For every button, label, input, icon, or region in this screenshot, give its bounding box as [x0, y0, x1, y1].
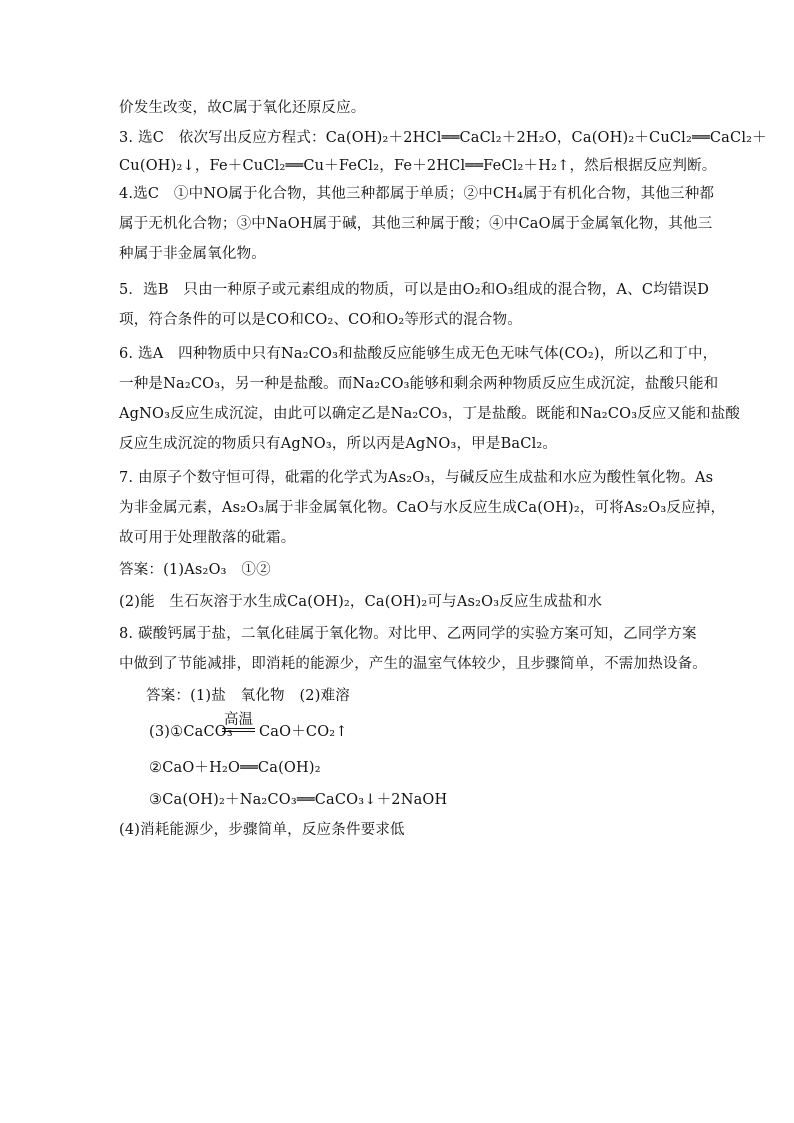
- equation-part: CaO＋CO₂↑: [259, 724, 348, 740]
- text-line: 答案：(1)As₂O₃ ①②: [119, 562, 271, 578]
- answer-line: 答案：(1)盐 氧化物 (2)难溶: [146, 688, 350, 704]
- text-line: 5．选B 只由一种原子或元素组成的物质，可以是由O₂和O₃组成的混合物，A、C均错误D: [119, 282, 710, 298]
- text-line: 8. 碳酸钙属于盐，二氧化硅属于氧化物。对比甲、乙两同学的实验方案可知，乙同学方案: [119, 626, 697, 642]
- text-line: 价发生改变，故C属于氧化还原反应。: [119, 100, 366, 116]
- text-line: 属于无机化合物；③中NaOH属于碱，其他三种属于酸；④中CaO属于金属氧化物，其他三: [119, 216, 713, 232]
- text-line: 为非金属元素，As₂O₃属于非金属氧化物。CaO与水反应生成Ca(OH)₂，可将As₂O₃反应掉，: [119, 500, 726, 516]
- text-line: (4)消耗能源少，步骤简单，反应条件要求低: [119, 822, 405, 838]
- text-line: 4.选C ①中NO属于化合物，其他三种都属于单质；②中CH₄属于有机化合物，其他三种都: [119, 186, 715, 202]
- equation-part: (3)①CaCO₃: [149, 724, 233, 740]
- text-line: 种属于非金属氧化物。: [119, 246, 266, 262]
- text-line: 故可用于处理散落的砒霜。: [119, 530, 296, 546]
- text-line: 3. 选C 依次写出反应方程式：Ca(OH)₂＋2HCl══CaCl₂＋2H₂O，Ca(OH)₂＋CuCl₂══CaCl₂＋: [119, 130, 767, 146]
- text-line: 6. 选A 四种物质中只有Na₂CO₃和盐酸反应能够生成无色无味气体(CO₂)，所以乙和丁中，: [119, 346, 718, 362]
- equation-line: ③Ca(OH)₂＋Na₂CO₃══CaCO₃↓＋2NaOH: [149, 792, 448, 808]
- condition-label: 高温: [224, 712, 253, 728]
- text-line: 项，符合条件的可以是CO和CO₂、CO和O₂等形式的混合物。: [119, 312, 522, 328]
- text-line: 一种是Na₂CO₃，另一种是盐酸。而Na₂CO₃能够和剩余两种物质反应生成沉淀，盐酸只能和: [119, 376, 719, 392]
- text-line: Cu(OH)₂↓，Fe＋CuCl₂══Cu＋FeCl₂，Fe＋2HCl══FeCl₂＋H₂↑，然后根据反应判断。: [119, 158, 717, 174]
- text-line: 反应生成沉淀的物质只有AgNO₃，所以丙是AgNO₃，甲是BaCl₂。: [119, 436, 558, 452]
- text-line: 中做到了节能减排，即消耗的能源少，产生的温室气体较少，且步骤简单，不需加热设备。: [119, 656, 707, 672]
- text-line: (2)能 生石灰溶于水生成Ca(OH)₂，Ca(OH)₂可与As₂O₃反应生成盐和水: [119, 594, 603, 610]
- equation-condition: [222, 712, 255, 729]
- equation-line: ②CaO＋H₂O══Ca(OH)₂: [149, 760, 321, 776]
- text-line: AgNO₃反应生成沉淀，由此可以确定乙是Na₂CO₃，丁是盐酸。既能和Na₂CO₃反应又能和盐酸: [119, 406, 741, 422]
- text-line: 7. 由原子个数守恒可得，砒霜的化学式为As₂O₃，与碱反应生成盐和水应为酸性氧化物。As: [119, 470, 714, 486]
